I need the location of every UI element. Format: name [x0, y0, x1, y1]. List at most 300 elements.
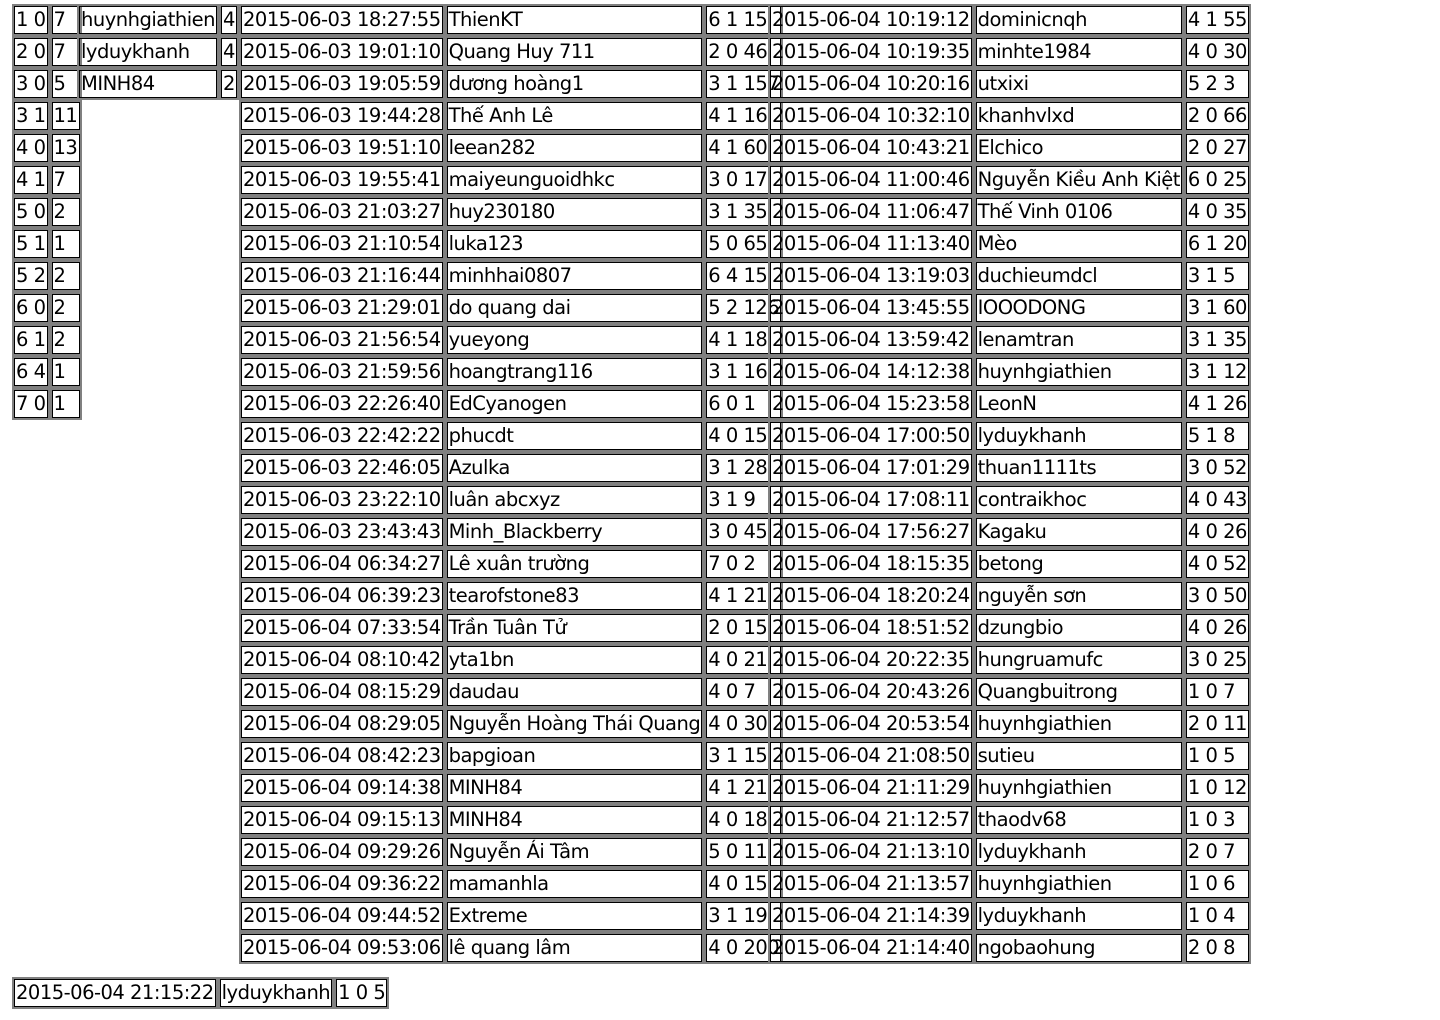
timestamp-cell: 2015-06-04 08:29:05: [239, 708, 445, 740]
count-cell: 1: [50, 388, 82, 420]
count-cell: 1: [50, 228, 82, 260]
timestamp-cell: 2015-06-03 21:16:44: [239, 260, 445, 292]
username-cell: minhhai0807: [445, 260, 705, 292]
prediction-cell: 6 1 15: [704, 4, 783, 36]
username-cell: thaodv68: [974, 804, 1184, 836]
table-row: [239, 4, 783, 36]
timestamp-cell: 2015-06-04 13:19:03: [768, 260, 974, 292]
prediction-cell: 4 0 15: [704, 868, 783, 900]
count-cell: 5: [50, 68, 82, 100]
prediction-cell: 4 1 55: [1184, 4, 1251, 36]
prediction-log-table-left: [239, 4, 783, 964]
prediction-cell: 4 0 35: [1184, 196, 1251, 228]
prediction-cell: 4 0 30: [704, 708, 783, 740]
prediction-cell: 2 0 7: [1184, 836, 1251, 868]
table-row: [239, 612, 783, 644]
score-count-body: [12, 4, 82, 420]
count-cell: 7: [50, 164, 82, 196]
prediction-cell: 4 1 18: [704, 324, 783, 356]
table-row: [239, 68, 783, 100]
table-row: [768, 324, 1251, 356]
table-row: [768, 196, 1251, 228]
table-row: [768, 676, 1251, 708]
username-cell: huynhgiathien: [77, 4, 219, 36]
timestamp-cell: 2015-06-04 10:19:35: [768, 36, 974, 68]
username-cell: utxixi: [974, 68, 1184, 100]
prediction-cell: 2 0 46: [704, 36, 783, 68]
timestamp-cell: 2015-06-03 21:03:27: [239, 196, 445, 228]
timestamp-cell: 2015-06-04 10:43:21: [768, 132, 974, 164]
table-row: [239, 164, 783, 196]
prediction-log-body-left: [239, 4, 783, 964]
table-row: [77, 4, 239, 36]
table-row: [12, 164, 82, 196]
user-count-body: [77, 4, 239, 100]
count-cell: 7: [50, 36, 82, 68]
timestamp-cell: 2015-06-04 10:19:12: [768, 4, 974, 36]
prediction-cell: 3 0 50: [1184, 580, 1251, 612]
timestamp-cell: 2015-06-03 19:51:10: [239, 132, 445, 164]
username-cell: lenamtran: [974, 324, 1184, 356]
timestamp-cell: 2015-06-04 09:44:52: [239, 900, 445, 932]
username-cell: yueyong: [445, 324, 705, 356]
table-row: [768, 804, 1251, 836]
username-cell: do quang dai: [445, 292, 705, 324]
username-cell: dzungbio: [974, 612, 1184, 644]
prediction-cell: 3 1 16: [704, 356, 783, 388]
prediction-cell: 4 1 16: [704, 100, 783, 132]
prediction-log-table-right: [768, 4, 1251, 964]
prediction-cell: 2 0 8: [1184, 932, 1251, 964]
count-cell: 7: [50, 4, 82, 36]
table-row: [239, 356, 783, 388]
table-row: [12, 132, 82, 164]
timestamp-cell: 2015-06-04 20:43:26: [768, 676, 974, 708]
username-cell: huy230180: [445, 196, 705, 228]
score-cell: 5 2: [12, 260, 50, 292]
timestamp-cell: 2015-06-04 11:00:46: [768, 164, 974, 196]
timestamp-cell: 2015-06-04 14:12:38: [768, 356, 974, 388]
username-cell: Thế Anh Lê: [445, 100, 705, 132]
prediction-cell: 1 0 4: [1184, 900, 1251, 932]
timestamp-cell: 2015-06-03 22:46:05: [239, 452, 445, 484]
table-row: [239, 484, 783, 516]
username-cell: yta1bn: [445, 644, 705, 676]
prediction-cell: 1 0 3: [1184, 804, 1251, 836]
prediction-cell: 4 0 15: [704, 420, 783, 452]
timestamp-cell: 2015-06-04 09:29:26: [239, 836, 445, 868]
username-cell: Trần Tuân Tử: [445, 612, 705, 644]
timestamp-cell: 2015-06-04 21:13:57: [768, 868, 974, 900]
prediction-cell: 6 0 25: [1184, 164, 1251, 196]
prediction-cell: 4 0 7: [704, 676, 783, 708]
prediction-cell: 1 0 7: [1184, 676, 1251, 708]
username-cell: Lê xuân trường: [445, 548, 705, 580]
count-cell: 2: [50, 292, 82, 324]
prediction-cell: 4 1 21: [704, 772, 783, 804]
table-row: [12, 196, 82, 228]
table-row: [12, 68, 82, 100]
username-cell: ThienKT: [445, 4, 705, 36]
username-cell: Nguyễn Hoàng Thái Quang: [445, 708, 705, 740]
prediction-cell: 2 0 66: [1184, 100, 1251, 132]
table-row: [768, 836, 1251, 868]
timestamp-cell: 2015-06-04 09:14:38: [239, 772, 445, 804]
username-cell: huynhgiathien: [974, 356, 1184, 388]
prediction-cell: 7 0 2: [704, 548, 783, 580]
table-row: [768, 260, 1251, 292]
score-cell: 4 0: [12, 132, 50, 164]
username-cell: ngobaohung: [974, 932, 1184, 964]
score-cell: 3 0: [12, 68, 50, 100]
username-cell: LeonN: [974, 388, 1184, 420]
prediction-cell: 3 1 12: [1184, 356, 1251, 388]
table-row: [12, 324, 82, 356]
prediction-cell: 1 0 5: [334, 977, 389, 1009]
timestamp-cell: 2015-06-04 17:00:50: [768, 420, 974, 452]
prediction-cell: 2 0 11: [1184, 708, 1251, 740]
table-row: [239, 196, 783, 228]
table-row: [768, 708, 1251, 740]
username-cell: dương hoàng1: [445, 68, 705, 100]
timestamp-cell: 2015-06-04 10:20:16: [768, 68, 974, 100]
prediction-log-body-right: [768, 4, 1251, 964]
prediction-cell: 2 0 27: [1184, 132, 1251, 164]
table-row: [12, 100, 82, 132]
table-row: [768, 388, 1251, 420]
prediction-cell: 3 1 5: [1184, 260, 1251, 292]
username-cell: Kagaku: [974, 516, 1184, 548]
count-cell: 2: [50, 324, 82, 356]
prediction-cell: 1 0 5: [1184, 740, 1251, 772]
count-cell: 1: [50, 356, 82, 388]
timestamp-cell: 2015-06-04 06:39:23: [239, 580, 445, 612]
username-cell: Nguyễn Kiều Anh Kiệt: [974, 164, 1184, 196]
prediction-cell: 1 0 6: [1184, 868, 1251, 900]
prediction-cell: 5 1 8: [1184, 420, 1251, 452]
table-row: [239, 260, 783, 292]
username-cell: Azulka: [445, 452, 705, 484]
table-row: [239, 516, 783, 548]
table-row: [768, 132, 1251, 164]
score-count-table: [12, 4, 82, 420]
timestamp-cell: 2015-06-03 21:59:56: [239, 356, 445, 388]
username-cell: mamanhla: [445, 868, 705, 900]
prediction-cell: 4 0 30: [1184, 36, 1251, 68]
table-row: [768, 932, 1251, 964]
score-cell: 6 4: [12, 356, 50, 388]
table-row: [12, 388, 82, 420]
score-cell: 7 0: [12, 388, 50, 420]
timestamp-cell: 2015-06-04 18:20:24: [768, 580, 974, 612]
table-row: [768, 740, 1251, 772]
table-row: [12, 356, 82, 388]
timestamp-cell: 2015-06-03 23:22:10: [239, 484, 445, 516]
prediction-cell: 2 0 15: [704, 612, 783, 644]
table-row: [239, 100, 783, 132]
prediction-cell: 3 0 25: [1184, 644, 1251, 676]
username-cell: leean282: [445, 132, 705, 164]
timestamp-cell: 2015-06-03 23:43:43: [239, 516, 445, 548]
username-cell: contraikhoc: [974, 484, 1184, 516]
count-cell: 2: [50, 260, 82, 292]
prediction-cell: 4 0 21: [704, 644, 783, 676]
table-row: [12, 228, 82, 260]
username-cell: huynhgiathien: [974, 772, 1184, 804]
timestamp-cell: 2015-06-03 19:44:28: [239, 100, 445, 132]
prediction-cell: 4 0 26: [1184, 612, 1251, 644]
table-row: [239, 836, 783, 868]
username-cell: MINH84: [445, 804, 705, 836]
score-cell: 4 1: [12, 164, 50, 196]
timestamp-cell: 2015-06-04 21:14:39: [768, 900, 974, 932]
timestamp-cell: 2015-06-04 17:56:27: [768, 516, 974, 548]
score-cell: 6 0: [12, 292, 50, 324]
table-row: [768, 548, 1251, 580]
timestamp-cell: 2015-06-04 07:33:54: [239, 612, 445, 644]
timestamp-cell: 2015-06-03 19:05:59: [239, 68, 445, 100]
table-row: [768, 452, 1251, 484]
timestamp-cell: 2015-06-04 13:45:55: [768, 292, 974, 324]
prediction-cell: 4 0 26: [1184, 516, 1251, 548]
timestamp-cell: 2015-06-04 13:59:42: [768, 324, 974, 356]
timestamp-cell: 2015-06-04 09:15:13: [239, 804, 445, 836]
table-row: [768, 356, 1251, 388]
prediction-cell: 6 0 1: [704, 388, 783, 420]
prediction-cell: 5 0 11: [704, 836, 783, 868]
prediction-cell: 5 2 126: [704, 292, 783, 324]
table-row: [768, 100, 1251, 132]
timestamp-cell: 2015-06-04 09:36:22: [239, 868, 445, 900]
username-cell: sutieu: [974, 740, 1184, 772]
prediction-cell: 3 0 52: [1184, 452, 1251, 484]
table-row: [768, 228, 1251, 260]
prediction-cell: 3 0 45: [704, 516, 783, 548]
prediction-log-body-last: [12, 977, 389, 1009]
username-cell: MINH84: [77, 68, 219, 100]
timestamp-cell: 2015-06-04 08:42:23: [239, 740, 445, 772]
username-cell: Mèo: [974, 228, 1184, 260]
username-cell: IOOODONG: [974, 292, 1184, 324]
table-row: [12, 4, 82, 36]
timestamp-cell: 2015-06-04 17:01:29: [768, 452, 974, 484]
table-row: [768, 68, 1251, 100]
prediction-cell: 4 0 200: [704, 932, 783, 964]
prediction-cell: 4 1 26: [1184, 388, 1251, 420]
table-row: [239, 900, 783, 932]
username-cell: Quangbuitrong: [974, 676, 1184, 708]
table-row: [12, 260, 82, 292]
table-row: [239, 388, 783, 420]
timestamp-cell: 2015-06-04 21:08:50: [768, 740, 974, 772]
prediction-cell: 4 1 60: [704, 132, 783, 164]
score-cell: 3 1: [12, 100, 50, 132]
username-cell: Minh_Blackberry: [445, 516, 705, 548]
timestamp-cell: 2015-06-04 21:13:10: [768, 836, 974, 868]
table-row: [768, 644, 1251, 676]
table-row: [768, 292, 1251, 324]
timestamp-cell: 2015-06-04 06:34:27: [239, 548, 445, 580]
prediction-cell: 4 0 18: [704, 804, 783, 836]
score-cell: 2 0: [12, 36, 50, 68]
username-cell: bapgioan: [445, 740, 705, 772]
username-cell: hungruamufc: [974, 644, 1184, 676]
prediction-cell: 3 1 35: [1184, 324, 1251, 356]
username-cell: thuan1111ts: [974, 452, 1184, 484]
username-cell: huynhgiathien: [974, 708, 1184, 740]
count-cell: 11: [50, 100, 82, 132]
table-row: [12, 292, 82, 324]
timestamp-cell: 2015-06-04 18:51:52: [768, 612, 974, 644]
table-row: [239, 868, 783, 900]
table-row: [768, 580, 1251, 612]
table-row: [77, 68, 239, 100]
table-row: [239, 708, 783, 740]
prediction-cell: 3 1 28: [704, 452, 783, 484]
table-row: [239, 772, 783, 804]
table-row: [12, 36, 82, 68]
username-cell: lê quang lâm: [445, 932, 705, 964]
count-cell: 13: [50, 132, 82, 164]
prediction-cell: 5 0 65: [704, 228, 783, 260]
username-cell: huynhgiathien: [974, 868, 1184, 900]
username-cell: lyduykhanh: [974, 900, 1184, 932]
table-row: [768, 516, 1251, 548]
prediction-cell: 3 1 19: [704, 900, 783, 932]
table-row: [768, 900, 1251, 932]
timestamp-cell: 2015-06-03 19:01:10: [239, 36, 445, 68]
score-cell: 5 1: [12, 228, 50, 260]
username-cell: duchieumdcl: [974, 260, 1184, 292]
timestamp-cell: 2015-06-03 22:26:40: [239, 388, 445, 420]
prediction-log-table-last: [12, 977, 389, 1009]
timestamp-cell: 2015-06-03 18:27:55: [239, 4, 445, 36]
timestamp-cell: 2015-06-04 18:15:35: [768, 548, 974, 580]
timestamp-cell: 2015-06-04 21:11:29: [768, 772, 974, 804]
prediction-cell: 3 0 17: [704, 164, 783, 196]
table-row: [239, 644, 783, 676]
prediction-cell: 4 0 43: [1184, 484, 1251, 516]
username-cell: betong: [974, 548, 1184, 580]
username-cell: MINH84: [445, 772, 705, 804]
username-cell: minhte1984: [974, 36, 1184, 68]
table-row: [239, 932, 783, 964]
username-cell: daudau: [445, 676, 705, 708]
username-cell: Extreme: [445, 900, 705, 932]
timestamp-cell: 2015-06-03 21:10:54: [239, 228, 445, 260]
username-cell: Elchico: [974, 132, 1184, 164]
table-row: [768, 484, 1251, 516]
table-row: [239, 804, 783, 836]
count-cell: 4: [219, 4, 239, 36]
username-cell: lyduykhanh: [218, 977, 335, 1009]
username-cell: Nguyễn Ái Tâm: [445, 836, 705, 868]
prediction-cell: 6 4 15: [704, 260, 783, 292]
table-row: [239, 228, 783, 260]
username-cell: khanhvlxd: [974, 100, 1184, 132]
username-cell: Quang Huy 711: [445, 36, 705, 68]
username-cell: tearofstone83: [445, 580, 705, 612]
username-cell: maiyeunguoidhkc: [445, 164, 705, 196]
timestamp-cell: 2015-06-04 11:06:47: [768, 196, 974, 228]
prediction-cell: 3 1 15: [704, 740, 783, 772]
timestamp-cell: 2015-06-04 20:53:54: [768, 708, 974, 740]
username-cell: lyduykhanh: [974, 420, 1184, 452]
timestamp-cell: 2015-06-04 11:13:40: [768, 228, 974, 260]
table-row: [12, 977, 389, 1009]
table-row: [239, 36, 783, 68]
table-row: [239, 292, 783, 324]
username-cell: EdCyanogen: [445, 388, 705, 420]
table-row: [768, 420, 1251, 452]
table-row: [768, 164, 1251, 196]
table-row: [768, 868, 1251, 900]
table-row: [239, 420, 783, 452]
prediction-cell: 3 1 35: [704, 196, 783, 228]
table-row: [768, 36, 1251, 68]
username-cell: Thế Vinh 0106: [974, 196, 1184, 228]
score-cell: 5 0: [12, 196, 50, 228]
user-count-table: [77, 4, 239, 100]
prediction-cell: 3 1 157: [704, 68, 783, 100]
timestamp-cell: 2015-06-04 09:53:06: [239, 932, 445, 964]
timestamp-cell: 2015-06-03 19:55:41: [239, 164, 445, 196]
username-cell: luka123: [445, 228, 705, 260]
prediction-cell: 6 1 20: [1184, 228, 1251, 260]
timestamp-cell: 2015-06-03 22:42:22: [239, 420, 445, 452]
username-cell: lyduykhanh: [974, 836, 1184, 868]
score-cell: 1 0: [12, 4, 50, 36]
table-row: [239, 132, 783, 164]
username-cell: nguyễn sơn: [974, 580, 1184, 612]
timestamp-cell: 2015-06-04 08:10:42: [239, 644, 445, 676]
timestamp-cell: 2015-06-04 21:15:22: [12, 977, 218, 1009]
timestamp-cell: 2015-06-03 21:56:54: [239, 324, 445, 356]
username-cell: luân abcxyz: [445, 484, 705, 516]
prediction-cell: 1 0 12: [1184, 772, 1251, 804]
count-cell: 2: [50, 196, 82, 228]
table-row: [239, 676, 783, 708]
timestamp-cell: 2015-06-04 08:15:29: [239, 676, 445, 708]
username-cell: hoangtrang116: [445, 356, 705, 388]
username-cell: phucdt: [445, 420, 705, 452]
timestamp-cell: 2015-06-04 20:22:35: [768, 644, 974, 676]
timestamp-cell: 2015-06-04 21:12:57: [768, 804, 974, 836]
table-row: [239, 452, 783, 484]
table-row: [768, 612, 1251, 644]
timestamp-cell: 2015-06-04 10:32:10: [768, 100, 974, 132]
table-row: [239, 740, 783, 772]
prediction-cell: 3 1 9: [704, 484, 783, 516]
timestamp-cell: 2015-06-04 15:23:58: [768, 388, 974, 420]
timestamp-cell: 2015-06-04 21:14:40: [768, 932, 974, 964]
table-row: [768, 772, 1251, 804]
count-cell: 4: [219, 36, 239, 68]
username-cell: dominicnqh: [974, 4, 1184, 36]
prediction-cell: 3 1 60: [1184, 292, 1251, 324]
timestamp-cell: 2015-06-03 21:29:01: [239, 292, 445, 324]
timestamp-cell: 2015-06-04 17:08:11: [768, 484, 974, 516]
table-row: [768, 4, 1251, 36]
score-cell: 6 1: [12, 324, 50, 356]
table-row: [77, 36, 239, 68]
prediction-cell: 4 0 52: [1184, 548, 1251, 580]
table-row: [239, 580, 783, 612]
prediction-cell: 4 1 21: [704, 580, 783, 612]
table-row: [239, 324, 783, 356]
table-row: [239, 548, 783, 580]
count-cell: 2: [219, 68, 239, 100]
